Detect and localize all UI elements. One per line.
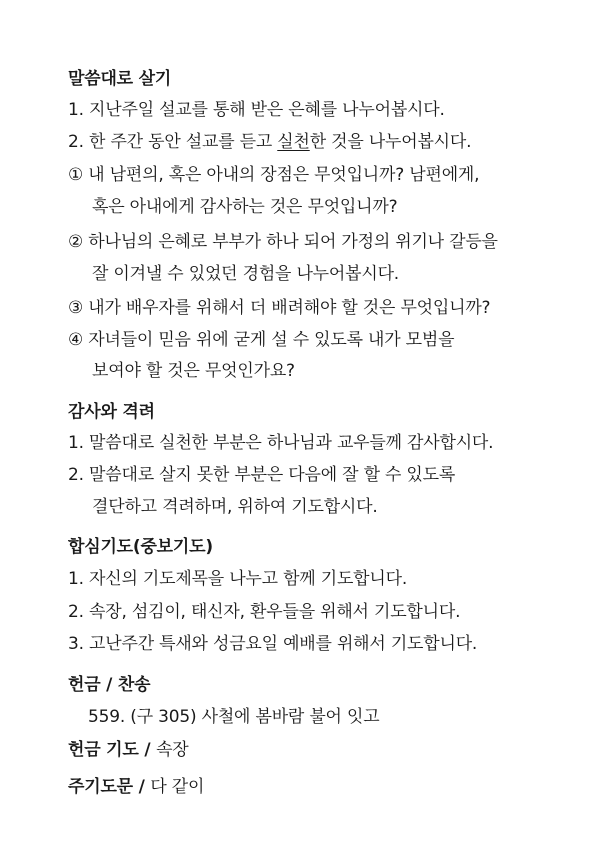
list-item: 1. 지난주일 설교를 통해 받은 은혜를 나누어봅시다. <box>68 100 445 120</box>
section-heading-prayer: 합심기도(중보기도) <box>68 537 213 557</box>
heading-bold: 헌금 기도 / <box>68 740 157 760</box>
section-heading-live-by-word: 말씀대로 살기 <box>68 69 172 89</box>
underlined-word: 실천 <box>277 132 310 152</box>
question-item: ③ 내가 배우자를 위해서 더 배려해야 할 것은 무엇입니까? <box>68 298 491 318</box>
section-heading-thanks: 감사와 격려 <box>68 402 155 422</box>
section-heading-offering-hymn: 헌금 / 찬송 <box>68 675 151 695</box>
question-item-continued: 혹은 아내에게 감사하는 것은 무엇입니까? <box>92 197 398 217</box>
list-item-text: 2. 한 주간 동안 설교를 듣고 <box>68 132 278 152</box>
list-item: 1. 자신의 기도제목을 나누고 함께 기도합니다. <box>68 569 408 589</box>
list-item: 2. 속장, 섬김이, 태신자, 환우들을 위해서 기도합니다. <box>68 602 461 622</box>
question-item-continued: 보여야 할 것은 무엇인가요? <box>92 361 295 381</box>
heading-bold: 주기도문 / <box>68 777 151 797</box>
heading-normal: 속장 <box>156 740 189 760</box>
list-item: 1. 말씀대로 실천한 부분은 하나님과 교우들께 감사합시다. <box>68 433 494 453</box>
list-item <box>68 130 471 154</box>
question-item: ④ 자녀들이 믿음 위에 굳게 설 수 있도록 내가 모범을 <box>68 330 455 350</box>
list-item: 2. 말씀대로 살지 못한 부분은 다음에 잘 할 수 있도록 <box>68 465 456 485</box>
list-item-continued: 결단하고 격려하며, 위하여 기도합시다. <box>92 497 378 517</box>
question-item: ② 하나님의 은혜로 부부가 하나 되어 가정의 위기나 갈등을 <box>68 232 498 252</box>
hymn-line: 559. (구 305) 사철에 봄바람 불어 잇고 <box>88 707 380 727</box>
section-heading-lords-prayer <box>68 775 204 799</box>
heading-normal: 다 같이 <box>150 777 205 797</box>
question-item: ① 내 남편의, 혹은 아내의 장점은 무엇입니까? 남편에게, <box>68 165 480 185</box>
list-item-text: 한 것을 나누어봅시다. <box>309 132 472 152</box>
section-heading-offering-prayer <box>68 738 189 762</box>
list-item: 3. 고난주간 특새와 성금요일 예배를 위해서 기도합니다. <box>68 634 478 654</box>
question-item-continued: 잘 이겨낼 수 있었던 경험을 나누어봅시다. <box>92 264 399 284</box>
